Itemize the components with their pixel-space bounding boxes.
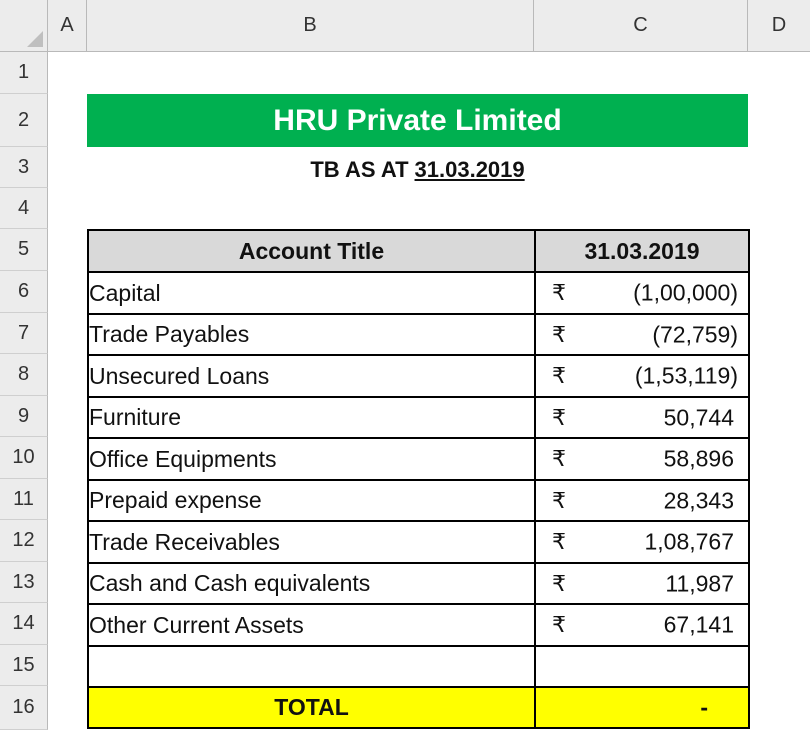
subtitle-date: 31.03.2019 bbox=[414, 157, 525, 182]
select-all-corner[interactable] bbox=[0, 0, 48, 52]
table-row bbox=[88, 438, 749, 480]
rupee-icon: ₹ bbox=[552, 612, 566, 637]
amount-value: 67,141 bbox=[663, 611, 734, 638]
row-header-11[interactable]: 11 bbox=[0, 479, 48, 520]
rupee-icon: ₹ bbox=[552, 570, 566, 596]
table-row bbox=[88, 563, 749, 604]
account-cell[interactable]: Prepaid expense bbox=[88, 480, 535, 521]
header-date[interactable]: 31.03.2019 bbox=[535, 230, 749, 272]
row-header-13[interactable]: 13 bbox=[0, 562, 48, 603]
account-cell[interactable]: Other Current Assets bbox=[88, 604, 535, 646]
rupee-icon: ₹ bbox=[552, 321, 566, 347]
account-cell[interactable]: Cash and Cash equivalents bbox=[88, 563, 535, 604]
rupee-icon: ₹ bbox=[552, 487, 566, 513]
row-header-15[interactable]: 15 bbox=[0, 645, 48, 686]
rupee-icon: ₹ bbox=[552, 529, 566, 554]
row-header-12[interactable]: 12 bbox=[0, 520, 48, 562]
amount-value: 50,744 bbox=[663, 404, 734, 430]
amount-cell[interactable] bbox=[535, 272, 749, 314]
empty-row bbox=[88, 646, 749, 687]
column-header-b[interactable]: B bbox=[87, 0, 534, 52]
amount-value: (1,00,000) bbox=[633, 279, 738, 306]
row-header-3[interactable]: 3 bbox=[0, 147, 48, 188]
amount-cell[interactable] bbox=[535, 314, 749, 355]
table-row bbox=[88, 397, 749, 438]
empty-cell[interactable] bbox=[535, 646, 749, 687]
select-all-triangle-icon bbox=[27, 31, 43, 47]
amount-value: (1,53,119) bbox=[634, 362, 738, 389]
total-row bbox=[88, 687, 749, 728]
tb-subtitle[interactable] bbox=[87, 152, 748, 188]
amount-cell[interactable] bbox=[535, 521, 749, 563]
table-row bbox=[88, 272, 749, 314]
row-header-4[interactable]: 4 bbox=[0, 188, 48, 229]
row-header-10[interactable]: 10 bbox=[0, 437, 48, 479]
rupee-icon: ₹ bbox=[552, 404, 566, 430]
total-label[interactable]: TOTAL bbox=[88, 687, 535, 728]
table-row bbox=[88, 480, 749, 521]
row-header-14[interactable]: 14 bbox=[0, 603, 48, 645]
column-header-c[interactable]: C bbox=[534, 0, 748, 52]
row-header-6[interactable]: 6 bbox=[0, 271, 48, 313]
table-header-row bbox=[88, 230, 749, 272]
amount-value: 1,08,767 bbox=[644, 528, 734, 555]
amount-cell[interactable] bbox=[535, 563, 749, 604]
empty-cell[interactable] bbox=[88, 646, 535, 687]
column-header-a[interactable]: A bbox=[48, 0, 87, 52]
rupee-icon: ₹ bbox=[552, 363, 566, 388]
column-header-d[interactable]: D bbox=[748, 0, 810, 52]
amount-value: 11,987 bbox=[665, 570, 734, 596]
amount-cell[interactable] bbox=[535, 604, 749, 646]
amount-value: (72,759) bbox=[652, 321, 738, 347]
row-header-2[interactable]: 2 bbox=[0, 94, 48, 147]
table-row bbox=[88, 521, 749, 563]
rupee-icon: ₹ bbox=[552, 280, 566, 305]
row-header-7[interactable]: 7 bbox=[0, 313, 48, 354]
row-header-16[interactable]: 16 bbox=[0, 686, 48, 730]
trial-balance-table bbox=[87, 229, 750, 729]
row-header-8[interactable]: 8 bbox=[0, 354, 48, 396]
account-cell[interactable]: Trade Receivables bbox=[88, 521, 535, 563]
row-header-9[interactable]: 9 bbox=[0, 396, 48, 437]
rupee-icon: ₹ bbox=[552, 446, 566, 471]
amount-cell[interactable] bbox=[535, 438, 749, 480]
total-value[interactable]: - bbox=[535, 687, 749, 728]
amount-value: 28,343 bbox=[663, 487, 734, 513]
subtitle-prefix: TB AS AT bbox=[310, 157, 409, 182]
company-title[interactable]: HRU Private Limited bbox=[87, 94, 748, 147]
table-row bbox=[88, 355, 749, 397]
account-cell[interactable]: Unsecured Loans bbox=[88, 355, 535, 397]
amount-cell[interactable] bbox=[535, 480, 749, 521]
table-row bbox=[88, 604, 749, 646]
row-header-1[interactable]: 1 bbox=[0, 52, 48, 94]
amount-cell[interactable] bbox=[535, 397, 749, 438]
account-cell[interactable]: Capital bbox=[88, 272, 535, 314]
table-row bbox=[88, 314, 749, 355]
amount-value: 58,896 bbox=[663, 445, 734, 472]
header-account-title[interactable]: Account Title bbox=[88, 230, 535, 272]
account-cell[interactable]: Office Equipments bbox=[88, 438, 535, 480]
account-cell[interactable]: Trade Payables bbox=[88, 314, 535, 355]
amount-cell[interactable] bbox=[535, 355, 749, 397]
account-cell[interactable]: Furniture bbox=[88, 397, 535, 438]
row-header-5[interactable]: 5 bbox=[0, 229, 48, 271]
